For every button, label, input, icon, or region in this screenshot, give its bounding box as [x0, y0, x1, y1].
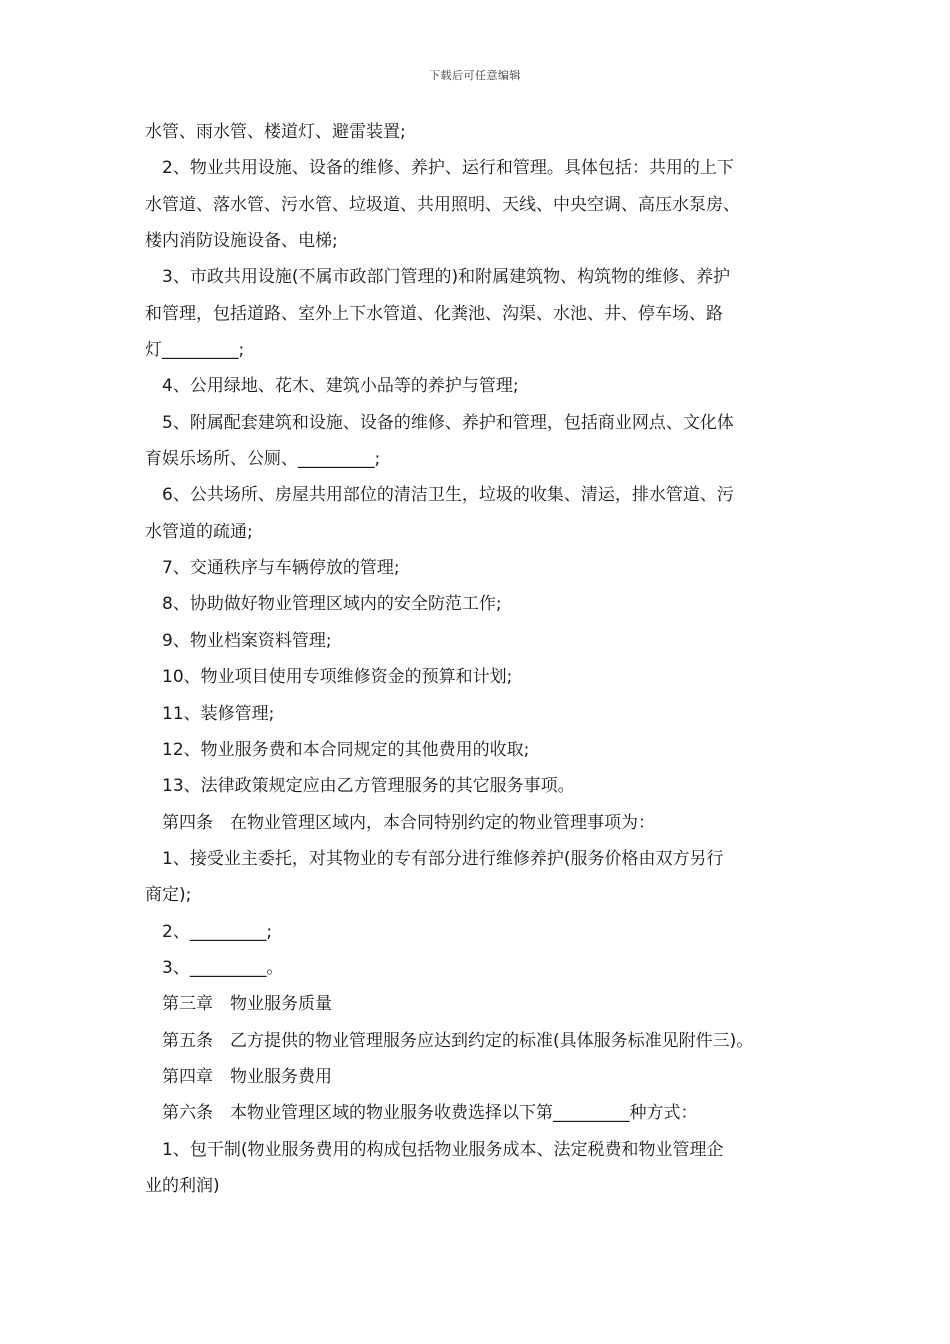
- text-line: 2、_________;: [162, 921, 273, 942]
- article-heading: 第六条 本物业管理区域的物业服务收费选择以下第_________种方式：: [162, 1103, 698, 1124]
- text-line: 商定);: [145, 885, 192, 906]
- text-line: 5、附属配套建筑和设施、设备的维修、养护和管理，包括商业网点、文化体: [162, 412, 734, 433]
- text-line: 1、接受业主委托，对其物业的专有部分进行维修养护(服务价格由双方另行: [162, 848, 724, 869]
- text-line: 育娱乐场所、公厕、_________;: [145, 449, 381, 470]
- document-body: [145, 120, 815, 1210]
- text-line: 4、公用绿地、花木、建筑小品等的养护与管理;: [162, 376, 519, 397]
- text-line: 楼内消防设施设备、电梯;: [145, 231, 338, 252]
- text-line: 11、装修管理;: [162, 703, 275, 724]
- text-line: 8、协助做好物业管理区域内的安全防范工作;: [162, 594, 502, 615]
- text-line: 3、_________。: [162, 957, 284, 978]
- chapter-heading: 第四章 物业服务费用: [162, 1066, 332, 1087]
- text-line: 业的利润): [145, 1175, 220, 1196]
- article-heading: 第四条 在物业管理区域内，本合同特别约定的物业管理事项为：: [162, 812, 655, 833]
- text-line: 水管道的疏通;: [145, 521, 253, 542]
- chapter-heading: 第三章 物业服务质量: [162, 994, 332, 1015]
- text-line: 3、市政共用设施(不属市政部门管理的)和附属建筑物、构筑物的维修、养护: [162, 267, 731, 288]
- text-line: 12、物业服务费和本合同规定的其他费用的收取;: [162, 739, 530, 760]
- page-header: 下载后可任意编辑: [429, 69, 521, 82]
- text-line: 水管、雨水管、楼道灯、避雷装置;: [145, 122, 406, 142]
- article-heading: 第五条 乙方提供的物业管理服务应达到约定的标准(具体服务标准见附件三)。: [162, 1030, 754, 1051]
- text-line: 1、包干制(物业服务费用的构成包括物业服务成本、法定税费和物业管理企: [162, 1139, 724, 1160]
- text-line: 灯_________;: [145, 340, 245, 361]
- text-line: 7、交通秩序与车辆停放的管理;: [162, 558, 400, 579]
- text-line: 6、公共场所、房屋共用部位的清洁卫生，垃圾的收集、清运，排水管道、污: [162, 485, 734, 506]
- text-line: 2、物业共用设施、设备的维修、养护、运行和管理。具体包括：共用的上下: [162, 158, 734, 179]
- text-line: 13、法律政策规定应由乙方管理服务的其它服务事项。: [162, 776, 575, 797]
- text-line: 9、物业档案资料管理;: [162, 630, 332, 651]
- text-line: 10、物业项目使用专项维修资金的预算和计划;: [162, 667, 513, 688]
- text-line: 水管道、落水管、污水管、垃圾道、共用照明、天线、中央空调、高压水泵房、: [145, 194, 740, 215]
- text-line: 和管理，包括道路、室外上下水管道、化粪池、沟渠、水池、井、停车场、路: [145, 303, 723, 324]
